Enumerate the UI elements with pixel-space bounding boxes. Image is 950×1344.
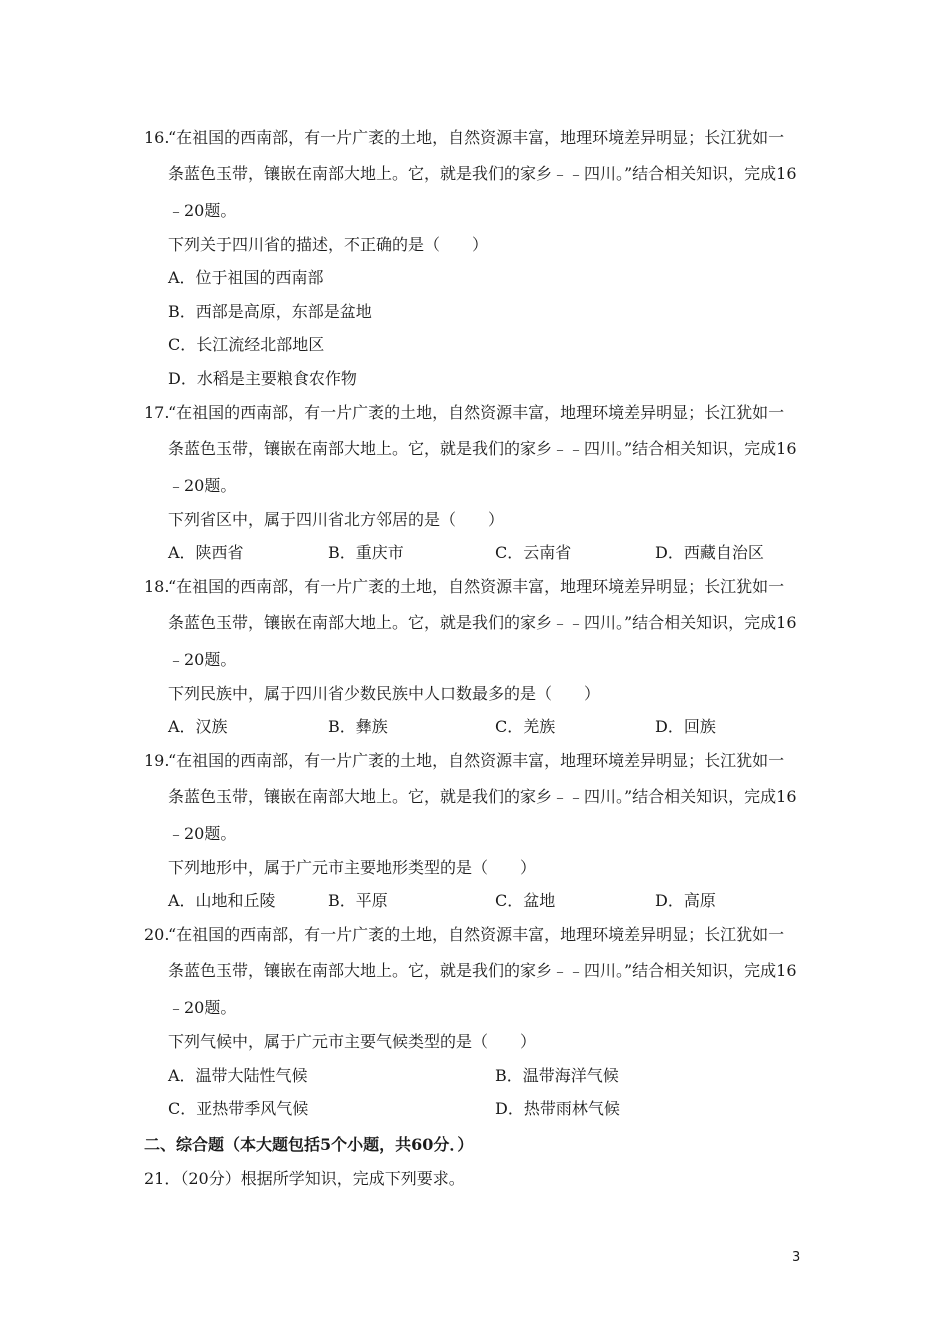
option-b[interactable]: B．彝族	[328, 717, 388, 736]
question-intro-line: ﹣20题。	[168, 650, 237, 669]
option-c[interactable]: C．盆地	[495, 891, 556, 910]
option-c[interactable]: C．云南省	[495, 543, 572, 562]
question-intro-line: 条蓝色玉带，镶嵌在南部大地上。它，就是我们的家乡﹣﹣四川。”结合相关知识，完成16	[168, 787, 797, 806]
question-intro-line: “在祖国的西南部，有一片广袤的土地，自然资源丰富，地理环境差异明显；长江犹如一	[168, 925, 785, 944]
question-stem: 下列关于四川省的描述，不正确的是（ ）	[168, 235, 489, 254]
question-21: 21．（20分）根据所学知识，完成下列要求。	[144, 1169, 465, 1188]
question-intro-line: “在祖国的西南部，有一片广袤的土地，自然资源丰富，地理环境差异明显；长江犹如一	[168, 577, 785, 596]
question-intro-line: 条蓝色玉带，镶嵌在南部大地上。它，就是我们的家乡﹣﹣四川。”结合相关知识，完成16	[168, 961, 797, 980]
question-intro-line: ﹣20题。	[168, 476, 237, 495]
question-intro-line: 条蓝色玉带，镶嵌在南部大地上。它，就是我们的家乡﹣﹣四川。”结合相关知识，完成16	[168, 613, 797, 632]
question-number: 16.	[144, 128, 170, 147]
option-a[interactable]: A．位于祖国的西南部	[168, 268, 324, 287]
question-number: 20.	[144, 925, 170, 944]
option-b[interactable]: B．重庆市	[328, 543, 404, 562]
question-intro-line: “在祖国的西南部，有一片广袤的土地，自然资源丰富，地理环境差异明显；长江犹如一	[168, 128, 785, 147]
option-c[interactable]: C．亚热带季风气候	[168, 1099, 309, 1118]
option-d[interactable]: D．热带雨林气候	[495, 1099, 620, 1118]
option-a[interactable]: A．山地和丘陵	[168, 891, 276, 910]
question-intro-line: “在祖国的西南部，有一片广袤的土地，自然资源丰富，地理环境差异明显；长江犹如一	[168, 751, 785, 770]
option-a[interactable]: A．温带大陆性气候	[168, 1066, 308, 1085]
page-number: 3	[792, 1250, 801, 1265]
option-d[interactable]: D．西藏自治区	[655, 543, 764, 562]
option-d[interactable]: D．高原	[655, 891, 716, 910]
option-a[interactable]: A．陕西省	[168, 543, 244, 562]
question-number: 19.	[144, 751, 170, 770]
question-stem: 下列气候中，属于广元市主要气候类型的是（ ）	[168, 1032, 537, 1051]
question-stem: 下列民族中，属于四川省少数民族中人口数最多的是（ ）	[168, 684, 601, 703]
option-a[interactable]: A．汉族	[168, 717, 228, 736]
option-b[interactable]: B．温带海洋气候	[495, 1066, 619, 1085]
question-number: 18.	[144, 577, 170, 596]
section-title: 二、综合题（本大题包括5个小题，共60分．）	[144, 1135, 474, 1154]
question-stem: 下列省区中，属于四川省北方邻居的是（ ）	[168, 510, 505, 529]
question-intro-line: “在祖国的西南部，有一片广袤的土地，自然资源丰富，地理环境差异明显；长江犹如一	[168, 403, 785, 422]
question-intro-line: ﹣20题。	[168, 998, 237, 1017]
option-d[interactable]: D．水稻是主要粮食农作物	[168, 369, 357, 388]
option-d[interactable]: D．回族	[655, 717, 716, 736]
option-c[interactable]: C．羌族	[495, 717, 556, 736]
question-intro-line: 条蓝色玉带，镶嵌在南部大地上。它，就是我们的家乡﹣﹣四川。”结合相关知识，完成16	[168, 439, 797, 458]
question-stem: 下列地形中，属于广元市主要地形类型的是（ ）	[168, 858, 537, 877]
question-intro-line: 条蓝色玉带，镶嵌在南部大地上。它，就是我们的家乡﹣﹣四川。”结合相关知识，完成16	[168, 164, 797, 183]
question-intro-line: ﹣20题。	[168, 201, 237, 220]
question-number: 17.	[144, 403, 170, 422]
option-b[interactable]: B．平原	[328, 891, 388, 910]
question-intro-line: ﹣20题。	[168, 824, 237, 843]
option-c[interactable]: C．长江流经北部地区	[168, 335, 325, 354]
option-b[interactable]: B．西部是高原，东部是盆地	[168, 302, 372, 321]
